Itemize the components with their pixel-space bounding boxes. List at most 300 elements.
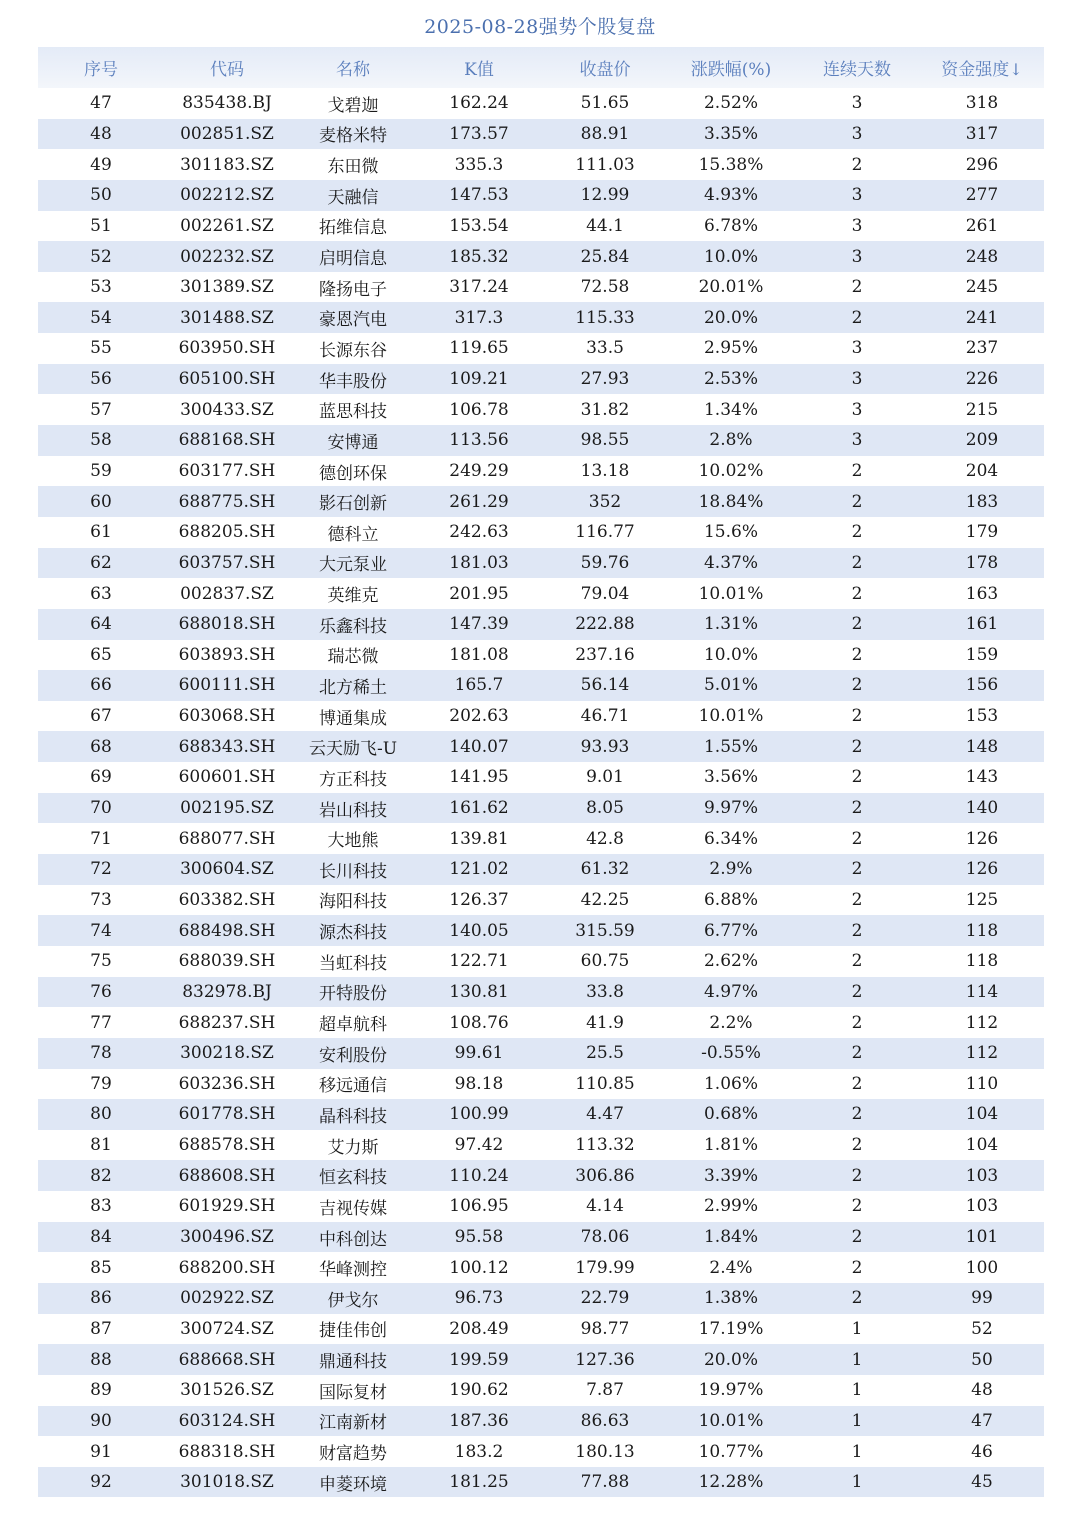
consecutive-days-cell: 2	[851, 1165, 863, 1186]
table-row	[38, 1222, 1044, 1253]
code-cell: 301488.SZ	[180, 307, 274, 328]
name-cell: 德创环保	[319, 463, 387, 484]
change-pct-cell: 19.97%	[698, 1380, 764, 1401]
k-value-cell: 317.24	[449, 277, 509, 298]
consecutive-days-cell: 2	[851, 1257, 863, 1278]
table-row	[38, 272, 1044, 303]
consecutive-days-cell: 3	[851, 185, 863, 206]
name-cell: 戈碧迦	[327, 95, 379, 116]
consecutive-days-cell: 2	[851, 522, 863, 543]
table-row	[38, 701, 1044, 732]
fund-strength-cell: 226	[965, 369, 999, 390]
code-cell: 002232.SZ	[180, 246, 274, 267]
seq-cell: 85	[90, 1257, 112, 1278]
close-price-cell: 25.84	[580, 246, 630, 267]
seq-cell: 68	[90, 736, 112, 757]
seq-cell: 56	[90, 369, 112, 390]
fund-strength-cell: 277	[965, 185, 999, 206]
name-cell: 安博通	[327, 432, 379, 453]
k-value-cell: 98.18	[454, 1073, 504, 1094]
consecutive-days-cell: 2	[851, 920, 863, 941]
name-cell: 华丰股份	[319, 371, 387, 392]
consecutive-days-cell: 2	[851, 461, 863, 481]
header-name[interactable]: 名称	[336, 60, 370, 80]
header-fund-strength[interactable]	[920, 47, 1044, 88]
close-price-cell: 41.9	[586, 1012, 624, 1033]
k-value-cell: 161.62	[449, 798, 509, 819]
k-value-cell: 106.95	[449, 1196, 509, 1217]
code-cell: 002195.SZ	[180, 798, 274, 819]
code-cell: 600111.SH	[178, 675, 276, 696]
consecutive-days-cell: 3	[851, 338, 863, 359]
k-value-cell: 185.32	[449, 246, 509, 267]
consecutive-days-cell: 2	[851, 1288, 863, 1309]
fund-strength-cell: 112	[965, 1012, 999, 1033]
fund-strength-cell: 178	[965, 552, 999, 573]
k-value-cell: 106.78	[449, 399, 509, 420]
change-pct-cell: 9.97%	[703, 798, 758, 819]
seq-cell: 49	[90, 154, 112, 175]
seq-cell: 79	[90, 1073, 112, 1094]
seq-cell: 71	[90, 828, 112, 849]
change-pct-cell: 12.28%	[698, 1472, 764, 1493]
change-pct-cell: -0.55%	[701, 1043, 761, 1064]
close-price-cell: 315.59	[575, 920, 635, 941]
consecutive-days-cell: 3	[851, 430, 863, 451]
change-pct-cell: 15.38%	[698, 154, 764, 175]
table-row	[38, 119, 1044, 150]
change-pct-cell: 3.56%	[703, 767, 758, 788]
k-value-cell: 173.57	[449, 123, 509, 144]
fund-strength-cell: 46	[971, 1441, 993, 1462]
change-pct-cell: 2.4%	[709, 1257, 753, 1278]
table-row	[38, 180, 1044, 211]
close-price-cell: 44.1	[586, 215, 624, 236]
name-cell: 英维克	[327, 586, 379, 607]
fund-strength-cell: 215	[965, 399, 999, 420]
k-value-cell: 162.24	[449, 93, 509, 114]
table-row	[38, 149, 1044, 180]
code-cell: 688668.SH	[178, 1349, 276, 1370]
seq-cell: 53	[90, 277, 112, 298]
seq-cell: 86	[90, 1288, 112, 1309]
seq-cell: 64	[90, 614, 112, 635]
k-value-cell: 317.3	[454, 307, 504, 328]
seq-cell: 66	[90, 675, 112, 696]
seq-cell: 63	[90, 583, 112, 604]
seq-cell: 51	[90, 215, 112, 236]
fund-strength-cell: 241	[965, 307, 999, 328]
close-price-cell: 61.32	[580, 859, 630, 880]
consecutive-days-cell: 1	[851, 1318, 863, 1339]
k-value-cell: 335.3	[454, 154, 504, 175]
table-row	[38, 486, 1044, 517]
code-cell: 002212.SZ	[180, 185, 274, 206]
seq-cell: 91	[90, 1441, 112, 1462]
code-cell: 688168.SH	[178, 430, 276, 451]
name-cell: 恒玄科技	[319, 1168, 387, 1189]
name-cell: 乐鑫科技	[319, 616, 387, 637]
k-value-cell: 187.36	[449, 1410, 509, 1431]
close-price-cell: 25.5	[586, 1043, 624, 1064]
consecutive-days-cell: 2	[851, 859, 863, 880]
consecutive-days-cell: 3	[851, 399, 863, 420]
header-seq[interactable]: 序号	[84, 60, 118, 80]
consecutive-days-cell: 2	[851, 614, 863, 635]
k-value-cell: 183.2	[454, 1441, 504, 1462]
k-value-cell: 199.59	[449, 1349, 509, 1370]
change-pct-cell: 6.34%	[703, 828, 758, 849]
code-cell: 688608.SH	[178, 1165, 276, 1186]
table-row	[38, 425, 1044, 456]
k-value-cell: 153.54	[449, 215, 509, 236]
seq-cell: 47	[90, 93, 112, 114]
code-cell: 688318.SH	[178, 1441, 276, 1462]
name-cell: 启明信息	[319, 249, 387, 270]
seq-cell: 70	[90, 798, 112, 819]
code-cell: 688578.SH	[178, 1135, 276, 1156]
seq-cell: 75	[90, 951, 112, 972]
table-row	[38, 578, 1044, 609]
table-row	[38, 1069, 1044, 1100]
table-row	[38, 456, 1044, 487]
table-row	[38, 823, 1044, 854]
change-pct-cell: 1.81%	[703, 1135, 758, 1156]
table-row	[38, 793, 1044, 824]
change-pct-cell: 3.39%	[703, 1165, 758, 1186]
header-code[interactable]: 代码	[210, 60, 244, 80]
change-pct-cell: 10.77%	[698, 1441, 764, 1462]
fund-strength-cell: 48	[971, 1380, 993, 1401]
change-pct-cell: 4.37%	[703, 552, 758, 573]
k-value-cell: 121.02	[449, 859, 509, 880]
consecutive-days-cell: 1	[851, 1441, 863, 1462]
code-cell: 603177.SH	[178, 461, 276, 481]
close-price-cell: 77.88	[580, 1472, 630, 1493]
code-cell: 688077.SH	[178, 828, 276, 849]
k-value-cell: 140.07	[449, 736, 509, 757]
change-pct-cell: 1.34%	[703, 399, 758, 420]
seq-cell: 69	[90, 767, 112, 788]
fund-strength-cell: 104	[965, 1104, 999, 1125]
change-pct-cell: 4.93%	[703, 185, 758, 206]
name-cell: 大地熊	[327, 831, 379, 852]
change-pct-cell: 2.95%	[703, 338, 758, 359]
table-row	[38, 1130, 1044, 1161]
code-cell: 603124.SH	[178, 1410, 276, 1431]
fund-strength-cell: 103	[965, 1196, 999, 1217]
name-cell: 拓维信息	[319, 218, 387, 239]
fund-strength-cell: 156	[965, 675, 999, 696]
k-value-cell: 119.65	[449, 338, 509, 359]
consecutive-days-cell: 2	[851, 951, 863, 972]
close-price-cell: 93.93	[580, 736, 630, 757]
k-value-cell: 96.73	[454, 1288, 504, 1309]
seq-cell: 76	[90, 981, 112, 1002]
table-row	[38, 302, 1044, 333]
name-cell: 源杰科技	[319, 923, 387, 944]
code-cell: 603893.SH	[178, 644, 276, 665]
consecutive-days-cell: 2	[851, 154, 863, 175]
k-value-cell: 109.21	[449, 369, 509, 390]
fund-strength-cell: 317	[965, 123, 999, 144]
close-price-cell: 179.99	[575, 1257, 635, 1278]
table-row	[38, 854, 1044, 885]
close-price-cell: 180.13	[575, 1441, 635, 1462]
fund-strength-cell: 296	[965, 154, 999, 175]
close-price-cell: 110.85	[575, 1073, 635, 1094]
name-cell: 鼎通科技	[319, 1352, 387, 1373]
code-cell: 301526.SZ	[180, 1380, 274, 1401]
table-row	[38, 1406, 1044, 1437]
seq-cell: 65	[90, 644, 112, 665]
close-price-cell: 33.5	[586, 338, 624, 359]
k-value-cell: 140.05	[449, 920, 509, 941]
change-pct-cell: 1.38%	[703, 1288, 758, 1309]
fund-strength-cell: 45	[971, 1472, 993, 1493]
seq-cell: 81	[90, 1135, 112, 1156]
k-value-cell: 242.63	[449, 522, 509, 543]
change-pct-cell: 2.62%	[703, 951, 758, 972]
code-cell: 688237.SH	[178, 1012, 276, 1033]
k-value-cell: 261.29	[449, 491, 509, 512]
table-row	[38, 915, 1044, 946]
name-cell: 大元泵业	[319, 555, 387, 576]
code-cell: 300433.SZ	[180, 399, 274, 420]
seq-cell: 54	[90, 307, 112, 328]
change-pct-cell: 4.97%	[703, 981, 758, 1002]
code-cell: 601929.SH	[178, 1196, 276, 1217]
fund-strength-cell: 118	[965, 920, 999, 941]
code-cell: 300496.SZ	[180, 1227, 274, 1248]
name-cell: 岩山科技	[319, 800, 387, 821]
change-pct-cell: 5.01%	[703, 675, 758, 696]
fund-strength-cell: 112	[965, 1043, 999, 1064]
fund-strength-cell: 101	[965, 1227, 999, 1248]
change-pct-cell: 2.2%	[709, 1012, 753, 1033]
close-price-cell: 7.87	[586, 1380, 624, 1401]
table-row	[38, 1375, 1044, 1406]
code-cell: 603950.SH	[178, 338, 276, 359]
k-value-cell: 99.61	[454, 1043, 504, 1064]
fund-strength-cell: 261	[965, 215, 999, 236]
consecutive-days-cell: 1	[851, 1380, 863, 1401]
name-cell: 影石创新	[319, 494, 387, 515]
consecutive-days-cell: 2	[851, 736, 863, 757]
name-cell: 长源东谷	[319, 340, 387, 361]
name-cell: 德科立	[327, 524, 379, 545]
seq-cell: 78	[90, 1043, 112, 1064]
fund-strength-cell: 125	[965, 889, 999, 910]
close-price-cell: 222.88	[575, 614, 635, 635]
change-pct-cell: 3.35%	[703, 123, 758, 144]
close-price-cell: 42.25	[580, 889, 630, 910]
change-pct-cell: 2.8%	[709, 430, 753, 451]
code-cell: 301183.SZ	[180, 154, 274, 175]
close-price-cell: 8.05	[586, 798, 624, 819]
table-row	[38, 394, 1044, 425]
close-price-cell: 13.18	[580, 461, 630, 481]
close-price-cell: 60.75	[580, 951, 630, 972]
k-value-cell: 141.95	[449, 767, 509, 788]
table-row	[38, 946, 1044, 977]
consecutive-days-cell: 2	[851, 491, 863, 512]
fund-strength-cell: 153	[965, 706, 999, 727]
close-price-cell: 98.77	[580, 1318, 630, 1339]
consecutive-days-cell: 2	[851, 675, 863, 696]
table-row	[38, 1344, 1044, 1375]
name-cell: 长川科技	[319, 861, 387, 882]
consecutive-days-cell: 2	[851, 583, 863, 604]
close-price-cell: 42.8	[586, 828, 624, 849]
k-value-cell: 165.7	[454, 675, 504, 696]
close-price-cell: 237.16	[575, 644, 635, 665]
fund-strength-cell: 47	[971, 1410, 993, 1431]
consecutive-days-cell: 2	[851, 981, 863, 1002]
code-cell: 688205.SH	[178, 522, 276, 543]
name-cell: 当虹科技	[319, 953, 387, 974]
name-cell: 东田微	[327, 157, 379, 178]
close-price-cell: 86.63	[580, 1410, 630, 1431]
table-row	[38, 885, 1044, 916]
close-price-cell: 127.36	[575, 1349, 635, 1370]
change-pct-cell: 10.01%	[698, 1410, 764, 1431]
fund-strength-cell: 179	[965, 522, 999, 543]
name-cell: 云天励飞-U	[308, 739, 398, 760]
code-cell: 835438.BJ	[182, 93, 272, 114]
k-value-cell: 202.63	[449, 706, 509, 727]
header-close-price[interactable]: 收盘价	[579, 60, 631, 80]
code-cell: 300604.SZ	[180, 859, 274, 880]
header-k-value[interactable]: K值	[464, 60, 494, 80]
table-row	[38, 211, 1044, 242]
seq-cell: 88	[90, 1349, 112, 1370]
seq-cell: 73	[90, 889, 112, 910]
consecutive-days-cell: 1	[851, 1472, 863, 1493]
seq-cell: 60	[90, 491, 112, 512]
consecutive-days-cell: 1	[851, 1349, 863, 1370]
k-value-cell: 130.81	[449, 981, 509, 1002]
close-price-cell: 4.47	[586, 1104, 624, 1125]
code-cell: 688498.SH	[178, 920, 276, 941]
close-price-cell: 56.14	[580, 675, 630, 696]
table-row	[38, 1160, 1044, 1191]
name-cell: 安利股份	[319, 1045, 387, 1066]
change-pct-cell: 10.02%	[698, 461, 764, 481]
change-pct-cell: 20.01%	[698, 277, 764, 298]
code-cell: 832978.BJ	[182, 981, 272, 1002]
seq-cell: 82	[90, 1165, 112, 1186]
close-price-cell: 59.76	[580, 552, 630, 573]
table-row	[38, 762, 1044, 793]
stock-table	[38, 47, 1044, 1497]
seq-cell: 57	[90, 399, 112, 420]
name-cell: 晶科科技	[319, 1106, 387, 1127]
seq-cell: 77	[90, 1012, 112, 1033]
table-row	[38, 517, 1044, 548]
change-pct-cell: 15.6%	[703, 522, 758, 543]
consecutive-days-cell: 2	[851, 1196, 863, 1217]
seq-cell: 74	[90, 920, 112, 941]
code-cell: 603757.SH	[178, 552, 276, 573]
close-price-cell: 79.04	[580, 583, 630, 604]
code-cell: 688018.SH	[178, 614, 276, 635]
fund-strength-cell: 104	[965, 1135, 999, 1156]
sort-descending-icon[interactable]: ↓	[1009, 60, 1023, 79]
fund-strength-cell: 126	[965, 828, 999, 849]
k-value-cell: 249.29	[449, 461, 509, 481]
close-price-cell: 46.71	[580, 706, 630, 727]
table-row	[38, 1252, 1044, 1283]
code-cell: 301389.SZ	[180, 277, 274, 298]
table-row	[38, 548, 1044, 579]
consecutive-days-cell: 2	[851, 1043, 863, 1064]
seq-cell: 50	[90, 185, 112, 206]
name-cell: 瑞芯微	[327, 647, 379, 668]
code-cell: 601778.SH	[178, 1104, 276, 1125]
close-price-cell: 88.91	[580, 123, 630, 144]
code-cell: 603236.SH	[178, 1073, 276, 1094]
k-value-cell: 113.56	[449, 430, 509, 451]
table-row	[38, 1283, 1044, 1314]
consecutive-days-cell: 2	[851, 552, 863, 573]
consecutive-days-cell: 2	[851, 1073, 863, 1094]
change-pct-cell: 2.9%	[709, 859, 753, 880]
header-change-pct[interactable]: 涨跌幅(%)	[690, 60, 772, 80]
fund-strength-cell: 183	[965, 491, 999, 512]
k-value-cell: 108.76	[449, 1012, 509, 1033]
seq-cell: 58	[90, 430, 112, 451]
close-price-cell: 113.32	[575, 1135, 635, 1156]
k-value-cell: 97.42	[454, 1135, 504, 1156]
name-cell: 天融信	[327, 187, 379, 208]
k-value-cell: 147.39	[449, 614, 509, 635]
name-cell: 方正科技	[319, 769, 387, 790]
table-row	[38, 1314, 1044, 1345]
header-fund-strength-label: 资金强度	[941, 60, 1010, 80]
change-pct-cell: 20.0%	[703, 1349, 758, 1370]
seq-cell: 55	[90, 338, 112, 359]
consecutive-days-cell: 3	[851, 123, 863, 144]
name-cell: 捷佳伟创	[319, 1321, 387, 1342]
name-cell: 江南新材	[319, 1413, 387, 1434]
fund-strength-cell: 318	[965, 93, 999, 114]
code-cell: 002851.SZ	[180, 123, 274, 144]
fund-strength-cell: 163	[965, 583, 999, 604]
table-row	[38, 333, 1044, 364]
k-value-cell: 147.53	[449, 185, 509, 206]
fund-strength-cell: 204	[965, 461, 999, 481]
seq-cell: 62	[90, 552, 112, 573]
code-cell: 688775.SH	[178, 491, 276, 512]
fund-strength-cell: 110	[965, 1073, 999, 1094]
table-row	[38, 731, 1044, 762]
name-cell: 开特股份	[319, 984, 387, 1005]
seq-cell: 92	[90, 1472, 112, 1493]
seq-cell: 67	[90, 706, 112, 727]
header-consecutive-days[interactable]: 连续天数	[823, 60, 891, 80]
name-cell: 隆扬电子	[319, 279, 387, 300]
k-value-cell: 181.25	[449, 1472, 509, 1493]
consecutive-days-cell: 2	[851, 798, 863, 819]
table-row	[38, 670, 1044, 701]
name-cell: 伊戈尔	[327, 1290, 379, 1311]
code-cell: 002261.SZ	[180, 215, 274, 236]
k-value-cell: 201.95	[449, 583, 509, 604]
change-pct-cell: 10.0%	[703, 246, 758, 267]
code-cell: 688039.SH	[178, 951, 276, 972]
table-body	[38, 88, 1044, 1497]
